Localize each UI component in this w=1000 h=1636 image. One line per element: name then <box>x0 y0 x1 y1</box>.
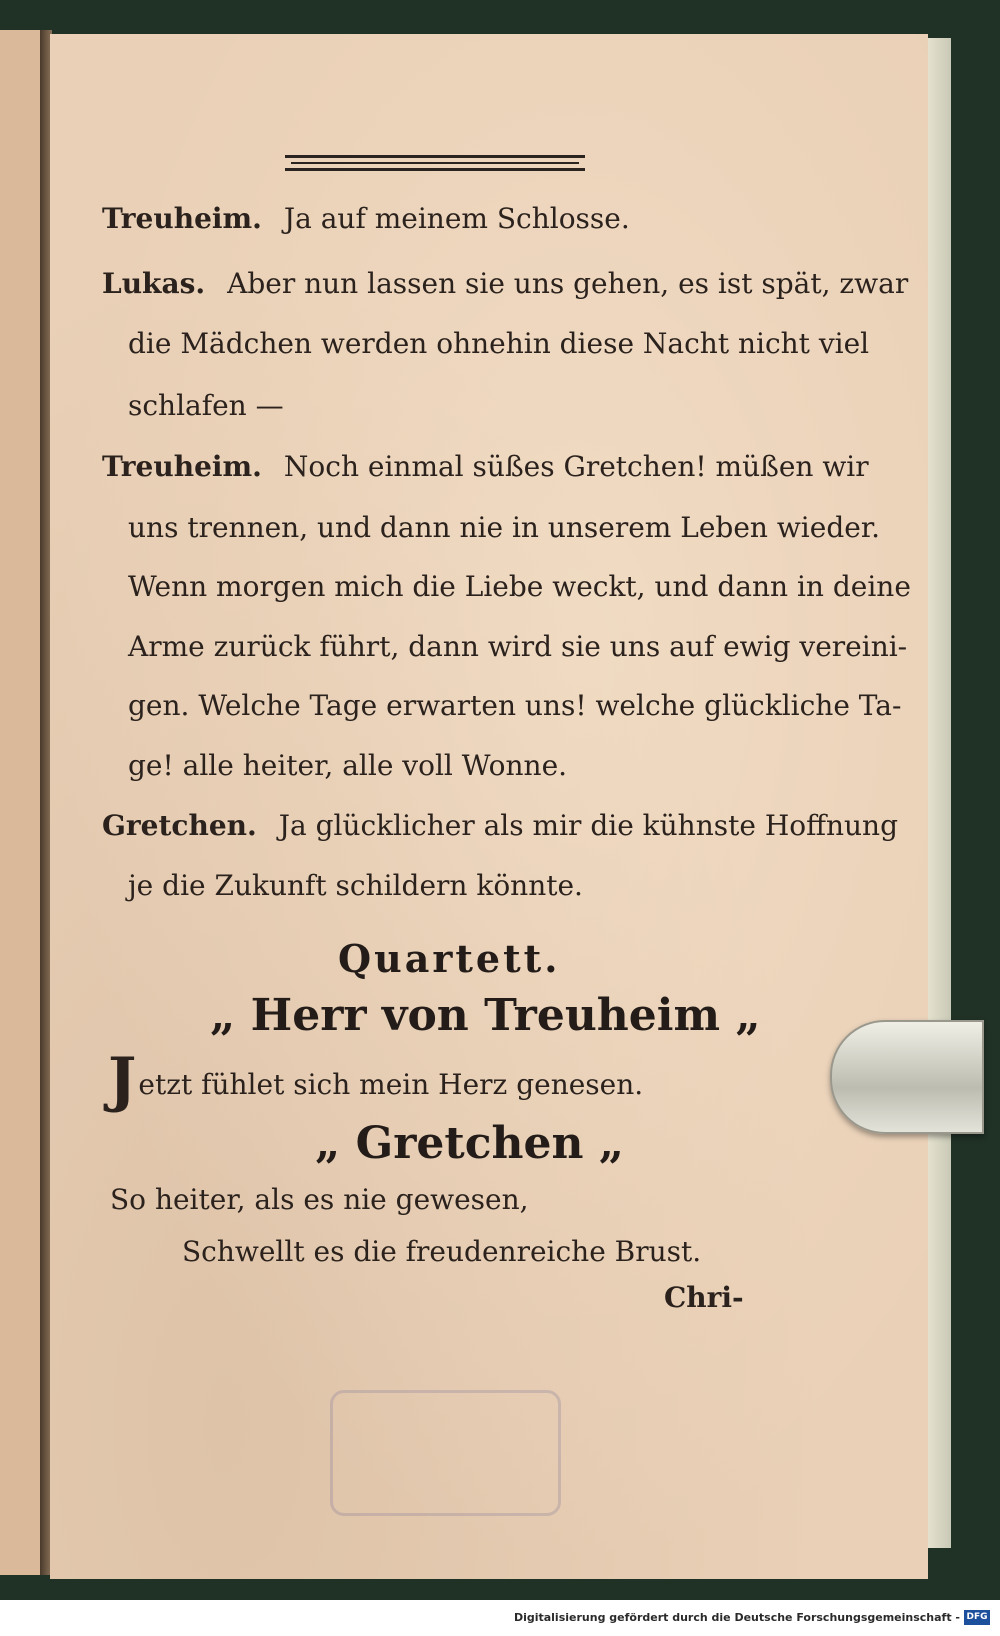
line-text: schlafen — <box>128 389 284 422</box>
dialogue-line <box>128 630 908 663</box>
dialogue-line <box>128 511 881 544</box>
role-heading-gretchen: „ Gretchen „ <box>315 1118 625 1169</box>
verse-line: Schwellt es die freudenreiche Brust. <box>182 1235 702 1268</box>
dialogue-line <box>102 267 909 300</box>
role-heading-treuheim: „ Herr von Treuheim „ <box>210 990 761 1041</box>
dialogue-line <box>102 202 630 235</box>
dialogue-line <box>128 869 583 902</box>
footer-bar <box>0 1600 1000 1636</box>
line-text: gen. Welche Tage erwarten uns! welche glückliche Ta- <box>128 689 902 722</box>
line-text: uns trennen, und dann nie in unserem Leben wieder. <box>128 511 881 544</box>
line-text: Wenn morgen mich die Liebe weckt, und dann in deine <box>128 570 911 603</box>
quartett-heading: Quartett. <box>338 936 561 981</box>
dialogue-line <box>128 749 568 782</box>
dialogue-line <box>102 450 869 483</box>
catchword: Chri- <box>664 1281 744 1314</box>
speaker-name: Treuheim. <box>102 450 262 483</box>
line-text: ge! alle heiter, alle voll Wonne. <box>128 749 568 782</box>
drop-cap: J <box>108 1045 137 1115</box>
dialogue-line <box>128 327 870 360</box>
dialogue-line <box>128 689 902 722</box>
book-page <box>50 34 928 1579</box>
dfg-logo: DFG <box>964 1610 990 1625</box>
line-text: Ja auf meinem Schlosse. <box>283 202 630 235</box>
dialogue-line <box>102 809 899 842</box>
verse-text: etzt fühlet sich mein Herz genesen. <box>138 1068 644 1101</box>
page-clip <box>830 1020 984 1134</box>
speaker-name: Lukas. <box>102 267 206 300</box>
dialogue-line <box>128 389 284 422</box>
header-ornament-rule <box>285 155 585 171</box>
line-text: Ja glücklicher als mir die kühnste Hoffnung <box>278 809 899 842</box>
line-text: Arme zurück führt, dann wird sie uns auf ewig vereini- <box>128 630 908 663</box>
speaker-name: Gretchen. <box>102 809 257 842</box>
line-text: Aber nun lassen sie uns gehen, es ist spät, zwar <box>227 267 909 300</box>
verse-line <box>108 1045 644 1115</box>
line-text: Noch einmal süßes Gretchen! müßen wir <box>283 450 869 483</box>
funding-notice: Digitalisierung gefördert durch die Deutsche Forschungsgemeinschaft - <box>513 1611 960 1624</box>
dialogue-line <box>128 570 911 603</box>
library-stamp <box>330 1390 561 1516</box>
line-text: die Mädchen werden ohnehin diese Nacht nicht viel <box>128 327 870 360</box>
line-text: je die Zukunft schildern könnte. <box>128 869 583 902</box>
verse-line: So heiter, als es nie gewesen, <box>110 1183 529 1216</box>
speaker-name: Treuheim. <box>102 202 262 235</box>
